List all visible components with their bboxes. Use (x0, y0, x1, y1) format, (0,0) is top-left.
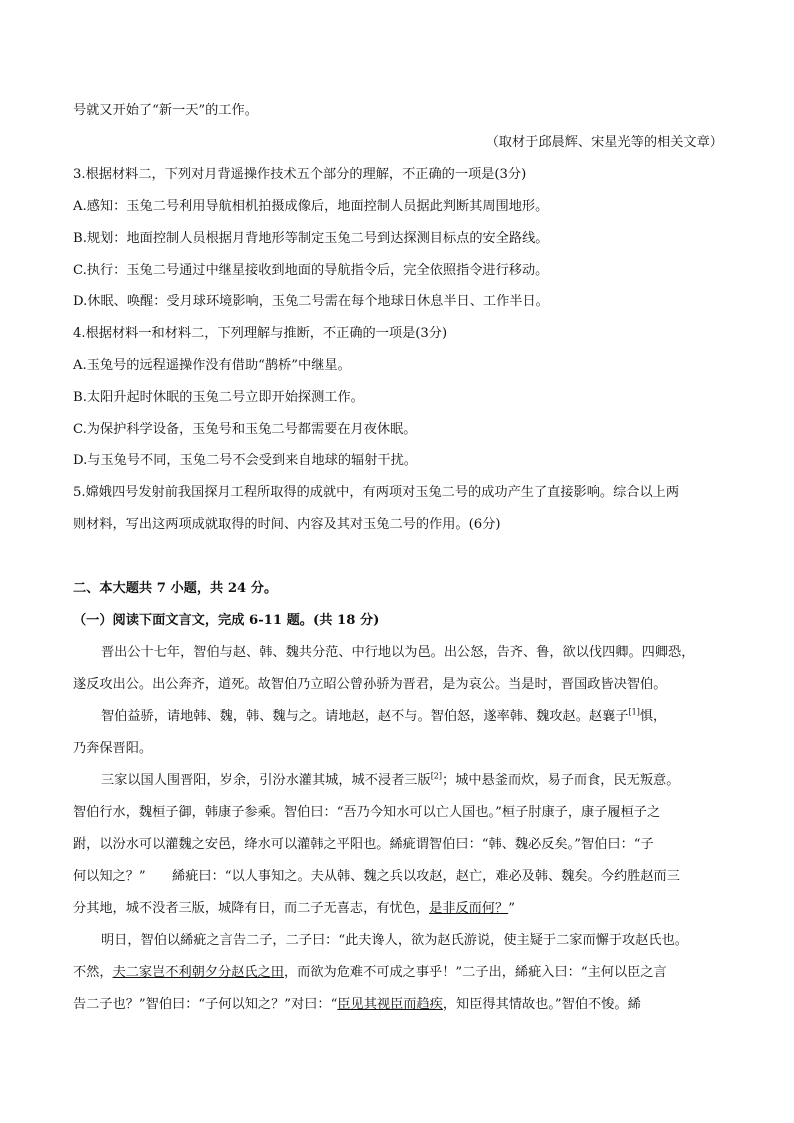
question-3-option-c: C.执行：玉兔二号通过中继星接收到地面的导航指令后，完全依照指令进行移动。 (73, 263, 549, 278)
question-5-line-2: 则材料，写出这两项成就取得的时间、内容及其对玉兔二号的作用。(6分) (73, 517, 501, 532)
underlined-phrase: 臣见其视臣而趋疾 (337, 997, 443, 1012)
question-5-line-1: 5.嫦娥四号发射前我国探月工程所取得的成就中，有两项对玉兔二号的成功产生了直接影响。综合以上两 (73, 485, 680, 500)
passage-text: 智伯益骄，请地韩、魏，韩、魏与之。请地赵，赵不与。智伯怒，遂率韩、魏攻赵。赵襄子 (101, 709, 629, 724)
underlined-phrase: 夫二家岂不利朝夕分赵氏之田 (112, 965, 284, 980)
question-4-option-b: B.太阳升起时休眠的玉兔二号立即开始探测工作。 (73, 390, 364, 405)
passage-p3-line-2: 智伯行水，魏桓子御，韩康子参乘。智伯曰：“吾乃今知水可以亡人国也。”桓子肘康子，康子履桓子之 (73, 805, 661, 820)
passage-text: ” (508, 901, 515, 916)
question-4-option-d: D.与玉兔号不同，玉兔二号不会受到来自地球的辐射干扰。 (73, 453, 417, 468)
footnote-marker: [1] (628, 707, 640, 717)
passage-p3-line-3: 跗，以汾水可以灌魏之安邑，绛水可以灌韩之平阳也。絺疵谓智伯曰：“韩、魏必反矣。”智伯曰：“子 (73, 837, 654, 852)
passage-text: ，知臣得其情故也。”智伯不悛。絺 (442, 997, 641, 1012)
question-4-option-c: C.为保护科学设备，玉兔号和玉兔二号都需要在月夜休眠。 (73, 422, 417, 437)
passage-p2-line-1 (101, 708, 751, 726)
passage-text: 告二子也？”智伯曰：“子何以知之？”对曰：“ (73, 997, 338, 1012)
footnote-marker: [2] (430, 771, 443, 781)
passage-p3-line-4: 何以知之？” 絺疵曰：“以人事知之。夫从韩、魏之兵以攻赵，赵亡，难必及韩、魏矣。今约胜赵而三 (73, 869, 680, 884)
passage-p3-line-5 (73, 900, 723, 918)
passage-p3-line-1 (101, 772, 751, 790)
question-4-option-a: A.玉兔号的远程遥操作没有借助“鹊桥”中继星。 (73, 358, 351, 373)
continuation-line: 号就又开始了“新一天”的工作。 (73, 103, 258, 118)
passage-p4-line-2 (73, 964, 723, 982)
passage-text: 分其地，城不没者三版，城降有日，而二子无喜志，有忧色， (73, 901, 430, 916)
passage-p4-line-1: 明日，智伯以絺疵之言告二子，二子曰：“此夫谗人，欲为赵氏游说，使主疑于二家而懈于攻赵氏也。 (101, 933, 688, 948)
passage-text: ，而欲为危难不可成之事乎！”二子出，絺疵入曰：“主何以臣之言 (284, 965, 667, 980)
question-3-option-b: B.规划：地面控制人员根据月背地形等制定玉兔二号到达探测目标点的安全路线。 (73, 231, 549, 246)
passage-p1-line-1: 晋出公十七年，智伯与赵、韩、魏共分范、中行地以为邑。出公怒，告齐、鲁，欲以伐四卿。四卿恐， (101, 645, 695, 660)
section-2-subheading: （一）阅读下面文言文，完成 6-11 题。(共 18 分) (73, 613, 380, 628)
question-4-stem: 4.根据材料一和材料二，下列理解与推断，不正确的一项是(3分) (73, 326, 448, 341)
passage-p4-line-3 (73, 996, 723, 1014)
passage-text: 三家以国人围晋阳，岁余，引汾水灌其城，城不浸者三版 (101, 773, 431, 788)
passage-p1-line-2: 遂反攻出公。出公奔齐，道死。故智伯乃立昭公曾孙骄为晋君，是为哀公。当是时，晋国政皆决智伯。 (73, 677, 667, 692)
passage-text: 不然， (73, 965, 113, 980)
question-3-option-a: A.感知：玉兔二号利用导航相机拍摄成像后，地面控制人员据此判断其周围地形。 (73, 199, 549, 214)
passage-p2-line-2: 乃奔保晋阳。 (73, 741, 153, 756)
passage-text: 惧， (639, 709, 667, 724)
section-2-heading: 二、本大题共 7 小题，共 24 分。 (73, 581, 278, 596)
question-3-option-d: D.休眠、唤醒：受月球环境影响，玉兔二号需在每个地球日休息半日、工作半日。 (73, 294, 549, 309)
passage-text: ；城中悬釜而炊，易子而食，民无叛意。 (442, 773, 680, 788)
underlined-phrase: 是非反而何？ (429, 901, 509, 916)
source-citation: （取材于邱晨辉、宋星光等的相关文章） (485, 135, 723, 150)
question-3-stem: 3.根据材料二，下列对月背遥操作技术五个部分的理解，不正确的一项是(3分) (73, 167, 527, 182)
